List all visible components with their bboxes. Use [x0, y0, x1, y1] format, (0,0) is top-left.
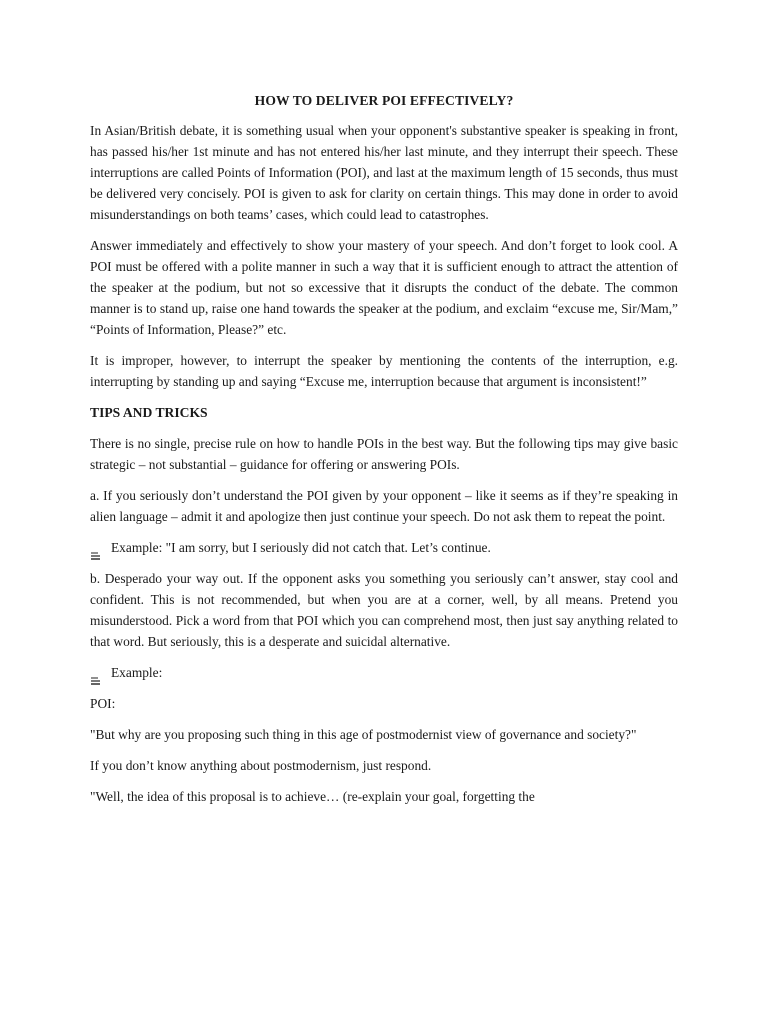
- intro-paragraph: In Asian/British debate, it is something usual when your opponent's substantive speaker is speaking in front, has passed his/her 1st minute and has not entered his/her last minute, and they interrupt their speech. These interruptions are called Points of Information (POI), and last at the maximum length of 15 seconds, thus must be delivered very concisely. POI is given to ask for clarity on certain things. This may done in order to avoid misunderstandings on both teams’ cases, which could lead to catastrophes.: [90, 123, 678, 222]
- improper-paragraph: It is improper, however, to interrupt the speaker by mentioning the contents of the interruption, e.g. interrupting by standing up and saying “Excuse me, interruption because that argument is inconsistent!”: [90, 353, 678, 389]
- response-text: "Well, the idea of this proposal is to achieve… (re-explain your goal, forgetting the: [90, 789, 535, 804]
- tips-intro-paragraph: There is no single, precise rule on how to handle POIs in the best way. But the following tips may give basic strategic – not substantial – guidance for offering or answering POIs.: [90, 436, 678, 472]
- answer-paragraph: Answer immediately and effectively to show your mastery of your speech. And don’t forget to look cool. A POI must be offered with a polite manner in such a way that it is sufficient enough to attract the attention of the speaker at the podium, but not so excessive that it disrupts the conduct of the debate. The common manner is to stand up, raise one hand towards the speaker at the podium, and exclaim “excuse me, Sir/Mam,” “Points of Information, Please?” etc.: [90, 238, 678, 337]
- tip-b-paragraph: b. Desperado your way out. If the opponent asks you something you seriously can’t answer, stay cool and confident. This is not recommended, but when you are at a corner, well, by all means. Pretend you misunderstood. Pick a word from that POI which you can comprehend most, then just say anything related to that word. But seriously, this is a desperate and suicidal alternative.: [90, 571, 678, 649]
- tips-heading: TIPS AND TRICKS: [90, 405, 208, 420]
- example-a-text: Example: "I am sorry, but I seriously did not catch that. Let’s continue.: [111, 540, 491, 555]
- example-b-text: Example:: [111, 665, 163, 680]
- poi-question: "But why are you proposing such thing in this age of postmodernist view of governance and society?": [90, 727, 637, 742]
- document-title: HOW TO DELIVER POI EFFECTIVELY?: [254, 93, 514, 108]
- example-a-line: [90, 537, 678, 558]
- list-bullet-icon: [90, 545, 101, 554]
- example-b-line: [90, 662, 678, 683]
- poi-label: POI:: [90, 696, 116, 711]
- tip-a-paragraph: a. If you seriously don’t understand the POI given by your opponent – like it seems as if they’re speaking in alien language – admit it and apologize then just continue your speech. Do not ask them to repeat the point.: [90, 488, 678, 524]
- response-intro: If you don’t know anything about postmodernism, just respond.: [90, 758, 432, 773]
- list-bullet-icon: [90, 670, 101, 679]
